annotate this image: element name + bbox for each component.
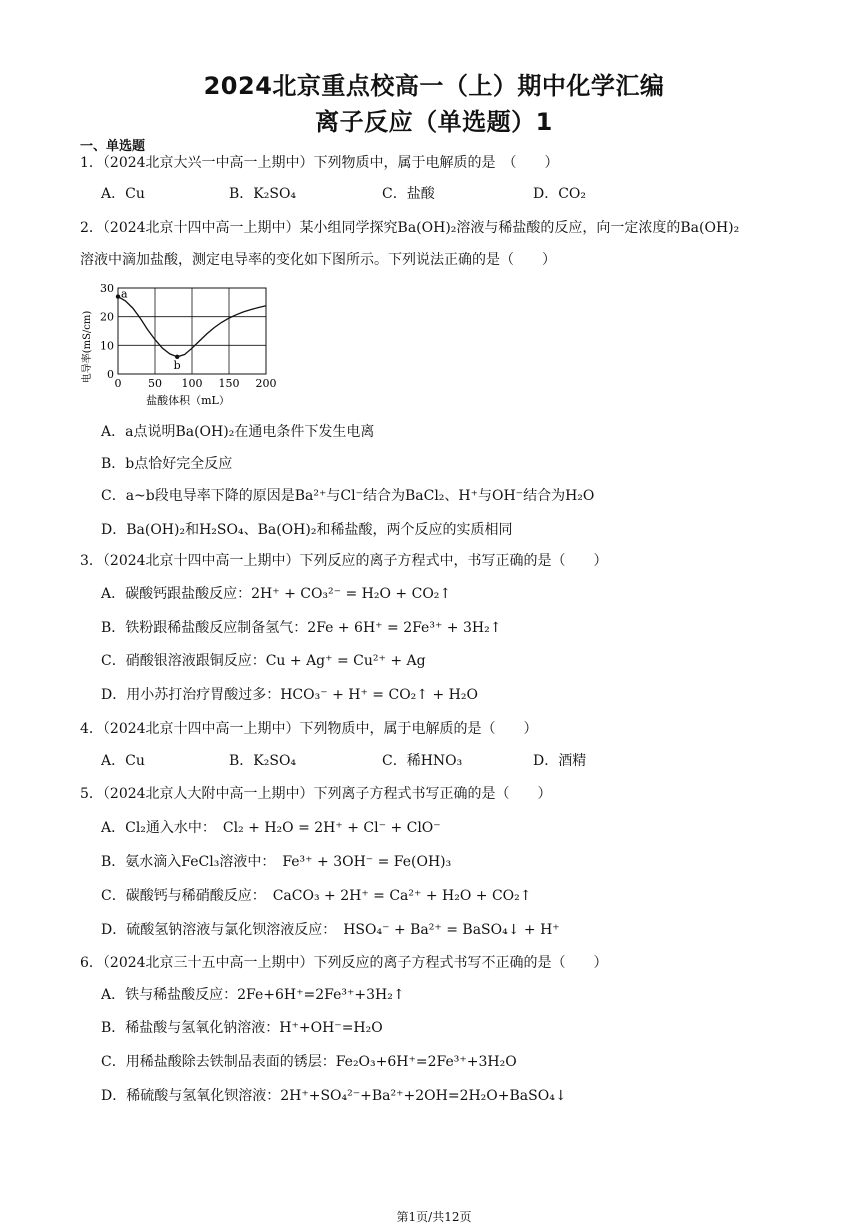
question-1-option-a: A．Cu [101, 186, 145, 202]
question-2-stem-line-1: 2．（2024北京十四中高一上期中）某小组同学探究Ba(OH)₂溶液与稀盐酸的反应，向一定浓度的Ba(OH)₂ [80, 220, 740, 236]
question-2-option-b: B．b点恰好完全反应 [101, 456, 233, 472]
question-2-stem-line-2: 溶液中滴加盐酸，测定电导率的变化如下图所示。下列说法正确的是（ ） [80, 252, 556, 268]
question-5-option-c: C．碳酸钙与稀硝酸反应： CaCO₃ + 2H⁺ = Ca²⁺ + H₂O + CO₂↑ [101, 888, 532, 904]
question-6-option-a: A．铁与稀盐酸反应：2Fe+6H⁺=2Fe³⁺+3H₂↑ [101, 987, 405, 1003]
question-1-option-c: C．盐酸 [382, 186, 435, 202]
question-5-option-b: B．氨水滴入FeCl₃溶液中： Fe³⁺ + 3OH⁻ = Fe(OH)₃ [101, 854, 452, 870]
question-6-option-c: C．用稀盐酸除去铁制品表面的锈层：Fe₂O₃+6H⁺=2Fe³⁺+3H₂O [101, 1054, 517, 1070]
question-3-stem: 3．（2024北京十四中高一上期中）下列反应的离子方程式中，书写正确的是（ ） [80, 553, 608, 569]
chart-x-tick-label: 150 [218, 377, 240, 390]
document-title: 2024北京重点校高一（上）期中化学汇编 [203, 72, 665, 100]
question-5-stem: 5．（2024北京人大附中高一上期中）下列离子方程式书写正确的是（ ） [80, 786, 552, 802]
question-1-options [101, 184, 661, 204]
document-subtitle: 离子反应（单选题）1 [315, 108, 553, 136]
question-6-option-b: B．稀盐酸与氢氧化钠溶液：H⁺+OH⁻=H₂O [101, 1020, 383, 1036]
question-2-option-a: A．a点说明Ba(OH)₂在通电条件下发生电离 [101, 424, 375, 440]
chart-point-label-a: a [121, 287, 128, 301]
conductivity-chart [76, 278, 296, 408]
chart-point-label-b: b [173, 358, 181, 372]
page-footer: 第1页/共12页 [396, 1210, 472, 1224]
question-2-option-c: C．a~b段电导率下降的原因是Ba²⁺与Cl⁻结合为BaCl₂、H⁺与OH⁻结合为H₂O [101, 488, 595, 504]
chart-x-tick-label: 50 [148, 377, 162, 390]
question-3-option-a: A．碳酸钙跟盐酸反应：2H⁺ + CO₃²⁻ = H₂O + CO₂↑ [101, 586, 452, 602]
chart-y-axis-label: 电导率(mS/cm) [82, 310, 93, 384]
chart-y-tick-label: 30 [100, 282, 114, 295]
chart-x-tick-label: 0 [114, 377, 122, 390]
chart-point-a [116, 294, 120, 298]
question-2-option-d: D．Ba(OH)₂和H₂SO₄、Ba(OH)₂和稀盐酸，两个反应的实质相同 [101, 522, 513, 538]
chart-y-tick-label: 10 [100, 339, 114, 353]
chart-x-tick-label: 200 [255, 377, 277, 390]
question-3-option-b: B．铁粉跟稀盐酸反应制备氢气：2Fe + 6H⁺ = 2Fe³⁺ + 3H₂↑ [101, 620, 502, 636]
question-5-option-d: D．硫酸氢钠溶液与氯化钡溶液反应： HSO₄⁻ + Ba²⁺ = BaSO₄↓ + H⁺ [101, 922, 560, 938]
question-5-option-a: A．Cl₂通入水中： Cl₂ + H₂O = 2H⁺ + Cl⁻ + ClO⁻ [101, 820, 441, 836]
question-4-option-a: A．Cu [101, 753, 145, 769]
question-1-option-d: D．CO₂ [533, 186, 587, 202]
chart-y-tick-label: 20 [100, 310, 114, 324]
question-4-option-b: B．K₂SO₄ [229, 753, 297, 769]
question-6-option-d: D．稀硫酸与氢氧化钡溶液：2H⁺+SO₄²⁻+Ba²⁺+2OH=2H₂O+BaSO₄↓ [101, 1088, 567, 1104]
chart-x-tick-label: 100 [181, 377, 203, 390]
question-6-stem: 6．（2024北京三十五中高一上期中）下列反应的离子方程式书写不正确的是（ ） [80, 955, 608, 971]
question-3-option-c: C．硝酸银溶液跟铜反应：Cu + Ag⁺ = Cu²⁺ + Ag [101, 653, 426, 669]
chart-grid [118, 288, 266, 374]
chart-y-tick-label: 0 [107, 368, 114, 381]
question-4-option-c: C．稀HNO₃ [382, 753, 463, 769]
question-4-stem: 4．（2024北京十四中高一上期中）下列物质中，属于电解质的是（ ） [80, 721, 538, 737]
question-3-option-d: D．用小苏打治疗胃酸过多：HCO₃⁻ + H⁺ = CO₂↑ + H₂O [101, 687, 478, 703]
question-4-option-d: D．酒精 [533, 753, 587, 769]
question-4-options [101, 751, 661, 771]
question-1-stem: 1．（2024北京大兴一中高一上期中）下列物质中，属于电解质的是 （ ） [80, 155, 559, 171]
section-heading: 一、单选题 [80, 139, 146, 154]
chart-x-axis-label: 盐酸体积（mL） [146, 394, 230, 407]
question-1-option-b: B．K₂SO₄ [229, 186, 297, 202]
